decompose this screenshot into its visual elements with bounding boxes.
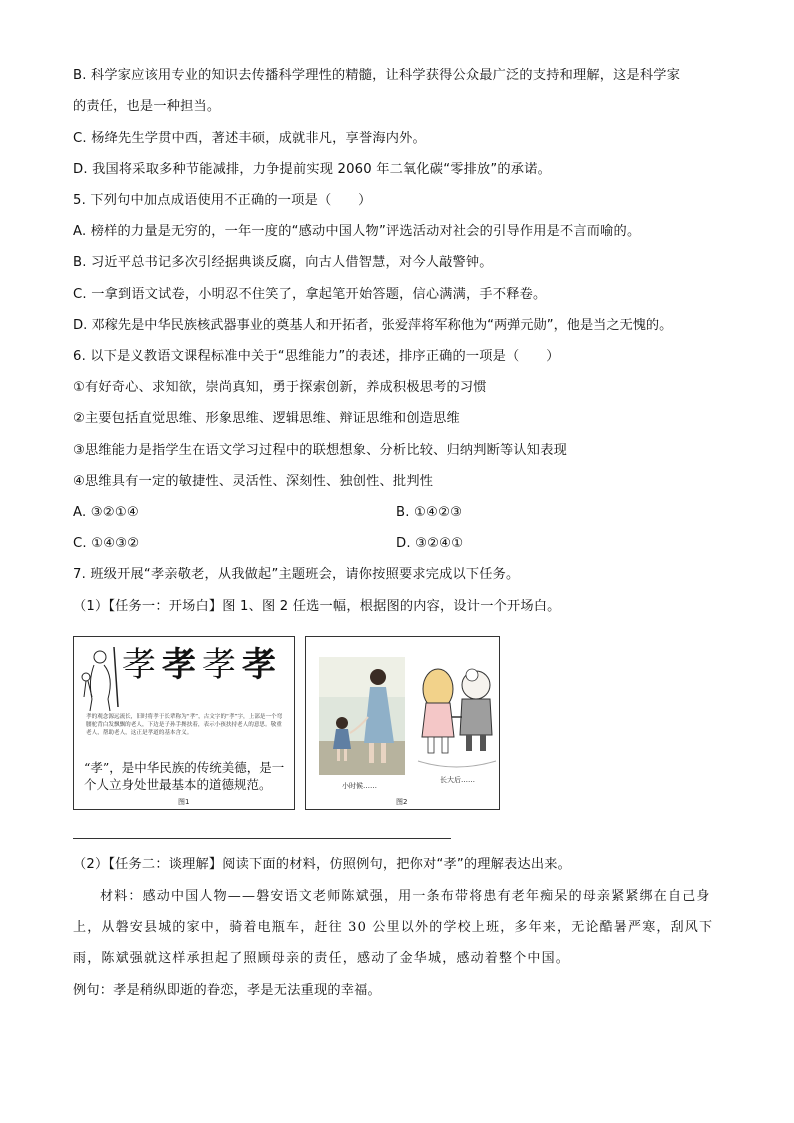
q5-option-c: C. 一拿到语文试卷，小明忍不住笑了，拿起笔开始答题，信心满满，手不释卷。	[73, 287, 547, 302]
q4-option-d: D. 我国将采取多种节能减排，力争提前实现 2060 年二氧化碳“零排放”的承诺。	[73, 162, 551, 177]
question-5: 5. 下列句中加点成语使用不正确的一项是（ ）	[73, 193, 372, 208]
q4-option-c: C. 杨绛先生学贯中西，著述丰硕，成就非凡，享誉海内外。	[73, 131, 426, 146]
material-line-1: 材料：感动中国人物——磐安语文老师陈斌强，用一条布带将患有老年痴呆的母亲紧紧绑在自己身	[100, 889, 711, 904]
material-line-3: 雨，陈斌强就这样承担起了照顾母亲的责任，感动了金华城，感动着整个中国。	[73, 951, 571, 966]
xiao-char-3: 孝	[202, 645, 242, 685]
xiao-char-1: 孝	[122, 645, 162, 685]
xiao-char-4: 孝	[242, 645, 282, 685]
q6-option-d: D. ③②④①	[396, 536, 464, 551]
q6-options-row1	[73, 503, 754, 523]
fig1-caption: 图1	[178, 798, 190, 806]
elder-child-sketch-icon	[82, 647, 118, 711]
question-7: 7. 班级开展“孝亲敬老，从我做起”主题班会，请你按照要求完成以下任务。	[73, 567, 520, 582]
q4-option-b-line1: B. 科学家应该用专业的知识去传播科学理性的精髓，让科学获得公众最广泛的支持和理解，这是科学家	[73, 68, 681, 83]
q6-option-c: C. ①④③②	[73, 536, 140, 551]
fig1-quote: “孝”，是中华民族的传统美德，是一个人立身处世最基本的道德规范。	[84, 760, 285, 792]
daughter-elder-cartoon-icon	[418, 669, 496, 767]
q6-statement-1: ①有好奇心、求知欲，崇尚真知，勇于探索创新，养成积极思考的习惯	[73, 380, 487, 395]
q4-option-b-line2: 的责任，也是一种担当。	[73, 99, 221, 114]
mother-daughter-photo-icon	[319, 657, 405, 775]
q5-option-a: A. 榜样的力量是无穷的，一年一度的“感动中国人物”评选活动对社会的引导作用是不言而喻的。	[73, 224, 641, 239]
fig1-calligraphy	[122, 643, 282, 687]
q7-task-2: （2）【任务二：谈理解】阅读下面的材料，仿照例句，把你对“孝”的理解表达出来。	[73, 857, 572, 872]
q5-option-b: B. 习近平总书记多次引经据典谈反腐，向古人借智慧，对今人敲警钟。	[73, 255, 493, 270]
fig1-small-text: 孝的观念源远流长，旧时将孝于长辈称为“孝”，古文字的“孝”字，上部是一个弯腰驼背白发飘飘的老人，下边是子孙手搀扶着，表示小孩扶持老人的意思。敬重老人，帮助老人，这正是孝道的基本含义。	[86, 714, 283, 736]
xiao-char-2: 孝	[162, 645, 202, 685]
fig2-label-adulthood: 长大后……	[440, 776, 475, 784]
fig2-caption: 图2	[396, 798, 408, 806]
question-6: 6. 以下是义教语文课程标准中关于“思维能力”的表述，排序正确的一项是（ ）	[73, 349, 560, 364]
divider-line	[73, 838, 451, 839]
q6-options-row2	[73, 534, 754, 554]
example-sentence: 例句：孝是稍纵即逝的眷恋，孝是无法重现的幸福。	[73, 983, 381, 998]
q6-statement-3: ③思维能力是指学生在语文学习过程中的联想想象、分析比较、归纳判断等认知表现	[73, 443, 567, 458]
q5-option-d: D. 邓稼先是中华民族核武器事业的奠基人和开拓者，张爱萍将军称他为“两弹元勋”，他是当之无愧的。	[73, 318, 673, 333]
q6-option-a: A. ③②①④	[73, 505, 139, 520]
figure-1	[73, 636, 295, 810]
q6-statement-2: ②主要包括直觉思维、形象思维、逻辑思维、辩证思维和创造思维	[73, 411, 460, 426]
q6-option-b: B. ①④②③	[396, 505, 463, 520]
figure-2	[305, 636, 500, 810]
q7-task-1: （1）【任务一：开场白】图 1、图 2 任选一幅，根据图的内容，设计一个开场白。	[73, 599, 561, 614]
fig2-label-childhood: 小时候……	[342, 782, 377, 790]
material-line-2: 上，从磐安县城的家中，骑着电瓶车，赶往 30 公里以外的学校上班，多年来，无论酷暑严寒，刮风下	[73, 920, 714, 935]
q6-statement-4: ④思维具有一定的敏捷性、灵活性、深刻性、独创性、批判性	[73, 474, 434, 489]
